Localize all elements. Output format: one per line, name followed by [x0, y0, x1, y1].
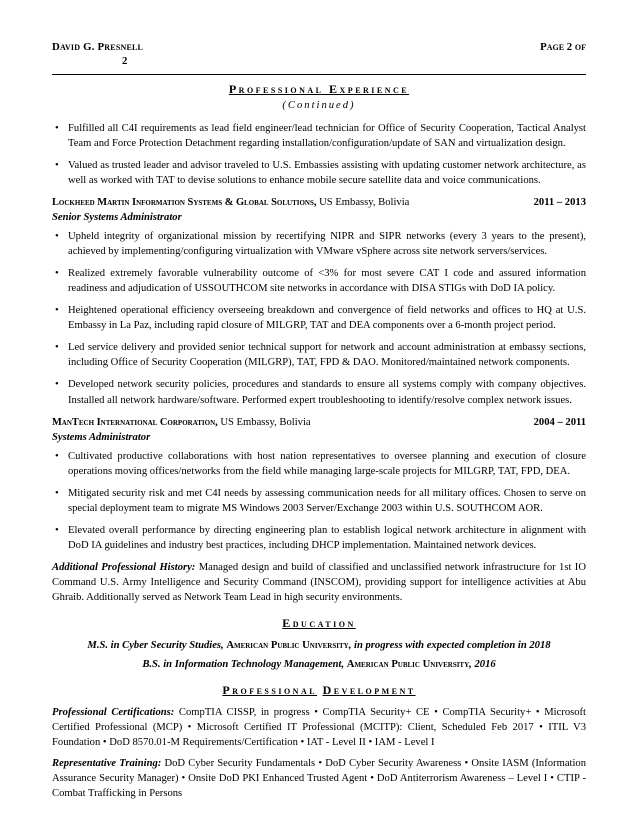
employer-location: US Embassy, Bolivia: [316, 197, 410, 209]
header-page-label: Page 2 of: [540, 41, 586, 53]
development-heading-part-b: Development: [322, 682, 416, 697]
continued-bullet-list: [52, 121, 586, 188]
job-entry-lockheed: [52, 195, 586, 407]
additional-history-text: Managed design and build of classified and unclassified network infrastructure for 1st IO Command U.S. Army Intelligence and Security Command (INSCOM), providing support for intelligence activities at Abu Ghraib. Additionally served as Network Team Lead in high security environments.: [52, 561, 586, 603]
list-item: • Cultivated productive collaborations with host nation representatives to oversee planning and execution of closure operations moving offices/networks from the field while managing large-scale projects for MILGRP, TAT, FPD, DEA.: [68, 449, 586, 479]
list-item: • Developed network security policies, procedures and standards to ensure all systems comply with company objectives. Installed all network hardware/software. Performed expert troubleshooting to identify/resolve complex network issues.: [68, 377, 586, 407]
additional-history: [52, 560, 586, 605]
list-item: • Mitigated security risk and met C4I needs by assessing communication needs for all military offices. Chosen to serve on special deployment team to migrate MS Windows 2003 Server/Exchange 2003 within U.S. SOUTHCOM AOR.: [68, 486, 586, 516]
degree-ms: [52, 638, 586, 653]
page-header: [52, 40, 586, 74]
job-bullet-list: [52, 449, 586, 553]
list-item: • Upheld integrity of organizational mission by recertifying NIPR and SIPR networks (every 3 years to the present), achieved by implementing/configuring virtualization with VMware vSphere across site network servers/services.: [68, 229, 586, 259]
employer-location: US Embassy, Bolivia: [217, 416, 311, 428]
job-bullet-list: [52, 229, 586, 407]
list-item: • Led service delivery and provided senior technical support for network and account administration at embassy sections, including Office of Security Cooperation (MILGRP), TAT, FPD & DAO. Monitored/maintained network components.: [68, 340, 586, 370]
employer-name: ManTech International Corporation,: [52, 416, 218, 428]
list-item: • Elevated overall performance by directing engineering plan to establish logical network architecture in alignment with DoD IA guidelines and industry best practices, including DHCP implementation. Maintained network devices.: [68, 523, 586, 553]
list-item: • Realized extremely favorable vulnerability outcome of <3% for most severe CAT I code and assured information readiness and adjudication of USSOUTHCOM site networks in accordance with DISA STIGs with DoD IA policy.: [68, 266, 586, 296]
experience-subheading: (Continued): [282, 100, 356, 112]
list-item: • Heightened operational efficiency overseeing breakdown and convergence of field networks and offices to HQ at U.S. Embassy in La Paz, including rapid closure of MILGRP, TAT and DEA components over a 6-month project period.: [68, 303, 586, 333]
job-entry-mantech: [52, 415, 586, 553]
employer-name: Lockheed Martin Information Systems & Global Solutions,: [52, 197, 317, 209]
header-divider: [52, 74, 586, 75]
degree-note: , in progress with expected completion in 2018: [348, 639, 551, 651]
header-name: David G. Presnell: [52, 41, 144, 53]
development-heading-part-a: Professional: [222, 682, 318, 697]
experience-heading: Professional Experience: [228, 82, 410, 96]
job-dates: 2004 – 2011: [533, 416, 586, 428]
job-title: Senior Systems Administrator: [52, 212, 182, 224]
development-heading: [52, 682, 586, 699]
header-page-total: 2: [122, 55, 128, 67]
training-text: DoD Cyber Security Fundamentals • DoD Cyber Security Awareness • Onsite IASM (Information Assurance Security Manager) • Onsite DoD PKI Enhanced Trusted Agent • DoD Antiterrorism Awareness – Level I • CTIP - Combat Trafficking in Persons: [52, 758, 587, 800]
school-name: American Public University: [226, 639, 349, 651]
training: [52, 756, 586, 801]
certifications-label: Professional Certifications:: [52, 706, 175, 718]
job-dates: 2011 – 2013: [533, 197, 586, 209]
degree-name: B.S. in Information Technology Management,: [142, 658, 347, 670]
certifications: [52, 705, 586, 750]
training-label: Representative Training:: [52, 758, 162, 770]
degree-bs: [52, 657, 586, 672]
job-title: Systems Administrator: [52, 431, 151, 443]
list-item: • Fulfilled all C4I requirements as lead field engineer/lead technician for Office of Security Cooperation, Tactical Analyst Team and Force Protection Detachment regarding installation/configuration/update of SAN and virtualization design.: [68, 121, 586, 151]
additional-history-label: Additional Professional History:: [52, 561, 196, 573]
degree-name: M.S. in Cyber Security Studies,: [87, 639, 227, 651]
education-heading: Education: [282, 615, 356, 630]
certifications-text: CompTIA CISSP, in progress • CompTIA Security+ CE • CompTIA Security+ • Microsoft Certified Professional (MCP) • Microsoft Certified IT Professional (MCITP): Client, Scheduled Feb 2017 • ITIL V3 Foundation • DoD 8570.01-M Requirements/Certification • IAT - Level II • IAM - Level I: [52, 706, 587, 749]
degree-note: , 2016: [469, 658, 496, 670]
list-item: • Valued as trusted leader and advisor traveled to U.S. Embassies assisting with updating customer network architecture, as well as worked with TAT to devise solutions to enhance mobile secure satellite data and voice communications.: [68, 158, 586, 188]
school-name: American Public University: [346, 658, 470, 670]
